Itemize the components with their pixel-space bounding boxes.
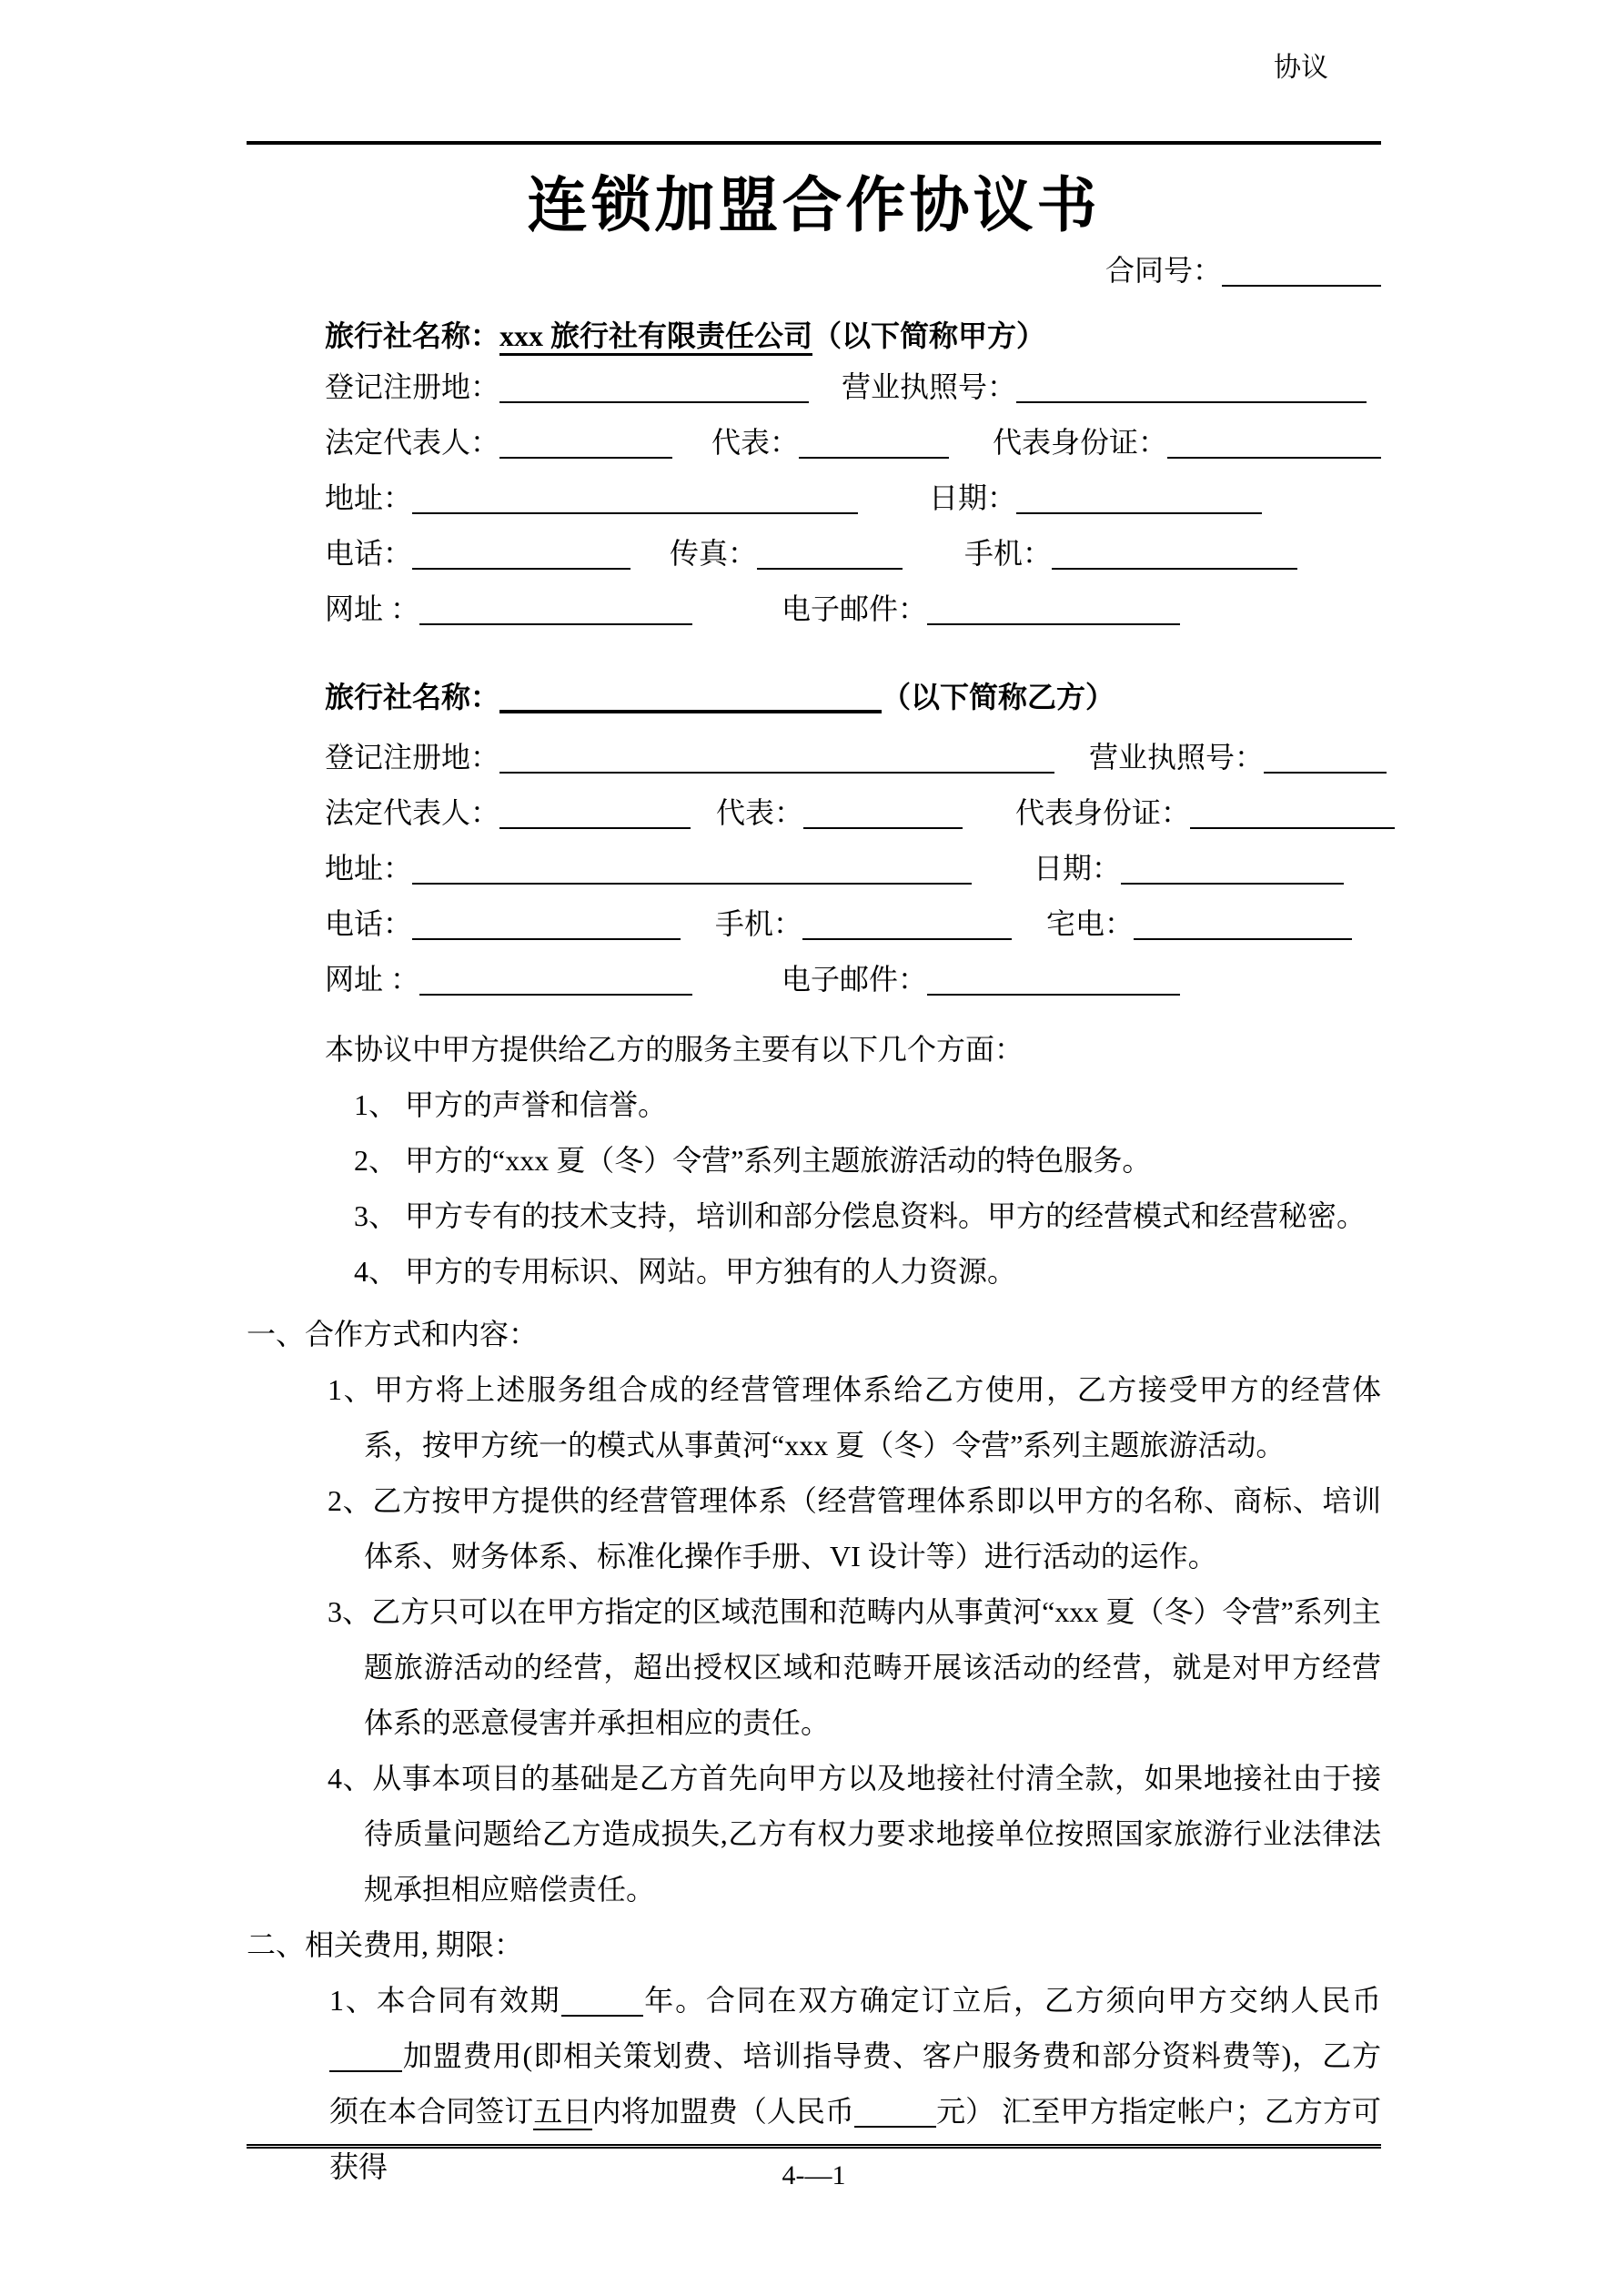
party-a-row-website	[325, 582, 1381, 637]
fee-text-1: 1、本合同有效期	[329, 1984, 561, 2017]
section-1	[247, 1307, 1381, 1917]
section-1-item-2: 2、乙方按甲方提供的经营管理体系（经营管理体系即以甲方的名称、商标、培训体系、财务体系、标准化操作手册、VI 设计等）进行活动的运作。	[328, 1484, 1381, 1573]
label-home-phone: 宅电：	[1046, 907, 1135, 940]
blank-rmb-amount	[854, 2126, 936, 2128]
party-b-row-representative	[325, 785, 1381, 841]
blank-license-no	[1264, 772, 1387, 774]
section-1-heading: 一、合作方式和内容：	[247, 1318, 539, 1350]
blank-website	[419, 994, 692, 996]
blank-home-phone	[1134, 938, 1352, 940]
label-email: 电子邮件：	[782, 592, 928, 625]
label-address: 地址：	[325, 852, 413, 885]
label-fax: 传真：	[670, 537, 758, 570]
label-rep: 代表：	[716, 796, 804, 829]
blank-reg-place	[499, 401, 809, 403]
blank-email	[927, 994, 1180, 996]
party-b-name-note: （以下简称乙方）	[882, 681, 1115, 713]
label-website: 网址 ：	[325, 963, 420, 996]
blank-date	[1121, 883, 1344, 885]
label-website: 网址 ：	[325, 592, 420, 625]
blank-email	[927, 623, 1180, 625]
label-date: 日期：	[929, 481, 1017, 514]
party-a-row-registration	[325, 359, 1381, 415]
blank-address	[412, 883, 972, 885]
blank-phone	[412, 938, 681, 940]
party-a-row-address	[325, 470, 1381, 526]
page-header	[247, 50, 1381, 145]
section-1-item-1: 1、甲方将上述服务组合成的经营管理体系给乙方使用，乙方接受甲方的经营体系，按甲方统一的模式从事黄河“xxx 夏（冬）令营”系列主题旅游活动。	[328, 1373, 1381, 1462]
service-item-2: 2、 甲方的“xxx 夏（冬）令营”系列主题旅游活动的特色服务。	[354, 1144, 1152, 1177]
blank-address	[412, 512, 858, 514]
blank-legal-rep	[499, 457, 672, 459]
label-mobile: 手机：	[964, 537, 1053, 570]
party-b-name-blank	[499, 710, 882, 713]
party-b-rows	[247, 730, 1381, 1007]
party-a-name-label: 旅行社名称：	[325, 319, 500, 352]
label-legal-rep: 法定代表人：	[325, 796, 500, 829]
party-b-row-phone	[325, 896, 1381, 952]
party-b-section	[247, 673, 1381, 1007]
service-item-3: 3、 甲方专有的技术支持，培训和部分偿息资料。甲方的经营模式和经营秘密。	[354, 1199, 1367, 1232]
label-rep: 代表：	[711, 426, 800, 459]
label-license-no: 营业执照号：	[842, 370, 1017, 403]
services-section	[247, 1022, 1381, 1300]
blank-date	[1016, 512, 1262, 514]
party-a-name-line	[325, 312, 1381, 359]
label-rep-id: 代表身份证：	[1015, 796, 1191, 829]
blank-rep-id	[1167, 457, 1381, 459]
blank-rep	[799, 457, 949, 459]
section-2-heading: 二、相关费用, 期限：	[247, 1928, 524, 1961]
fee-text-4: 内将加盟费（人民币	[591, 2095, 855, 2128]
label-phone: 电话：	[325, 537, 413, 570]
services-intro: 本协议中甲方提供给乙方的服务主要有以下几个方面：	[325, 1033, 1024, 1066]
party-b-name-label: 旅行社名称：	[325, 681, 500, 713]
contract-no-line	[247, 250, 1381, 290]
blank-fee-amount	[329, 2070, 402, 2072]
service-item-4: 4、 甲方的专用标识、网站。甲方独有的人力资源。	[354, 1255, 1017, 1288]
label-address: 地址：	[325, 481, 413, 514]
blank-legal-rep	[499, 827, 691, 829]
blank-reg-place	[499, 772, 1054, 774]
page-footer	[247, 2144, 1381, 2198]
contract-no-blank	[1222, 285, 1381, 287]
label-rep-id: 代表身份证：	[993, 426, 1168, 459]
blank-term-years	[561, 2015, 643, 2017]
party-b-row-address	[325, 841, 1381, 896]
party-b-name-line	[325, 673, 1381, 721]
party-a-row-phone	[325, 526, 1381, 582]
party-a-name-value: xxx 旅行社有限责任公司	[499, 319, 812, 356]
party-b-row-website	[325, 952, 1381, 1007]
blank-mobile	[1052, 568, 1297, 570]
party-b-row-registration	[325, 730, 1381, 785]
blank-rep	[803, 827, 963, 829]
service-item-1: 1、 甲方的声誉和信誉。	[354, 1088, 668, 1121]
header-doc-tag: 协议	[1274, 53, 1328, 83]
label-email: 电子邮件：	[782, 963, 928, 996]
blank-license-no	[1016, 401, 1367, 403]
fee-text-3: 加盟费用(即相关策划费、培训指导费、客户服务费和部分资料费等)，乙方须在本合同签订	[329, 2039, 1381, 2128]
contract-no-label: 合同号：	[1105, 254, 1222, 287]
party-a-row-representative	[325, 415, 1381, 470]
blank-mobile	[802, 938, 1012, 940]
page-number: 4-—1	[782, 2160, 846, 2190]
party-a-name-note: （以下简称甲方）	[812, 319, 1046, 352]
page-title: 连锁加盟合作协议书	[527, 173, 1101, 239]
label-license-no: 营业执照号：	[1089, 741, 1265, 774]
fee-text-5: 元） 汇至甲方指定帐户；乙方方可获得	[329, 2095, 1381, 2183]
section-1-item-3: 3、乙方只可以在甲方指定的区域范围和范畴内从事黄河“xxx 夏（冬）令营”系列主题旅游活动的经营，超出授权区域和范畴开展该活动的经营，就是对甲方经营体系的恶意侵害并承担相应的责任。	[328, 1595, 1381, 1739]
party-a-section	[247, 312, 1381, 637]
label-reg-place: 登记注册地：	[325, 741, 500, 774]
blank-rep-id	[1190, 827, 1395, 829]
label-legal-rep: 法定代表人：	[325, 426, 500, 459]
blank-website	[419, 623, 692, 625]
blank-phone	[412, 568, 630, 570]
blank-fax	[757, 568, 903, 570]
fee-underlined-five-days: 五日	[533, 2095, 591, 2130]
label-phone: 电话：	[325, 907, 413, 940]
label-reg-place: 登记注册地：	[325, 370, 500, 403]
fee-text-2: 年。合同在双方确定订立后，乙方须向甲方交纳人民币	[642, 1984, 1381, 2017]
label-mobile: 手机：	[715, 907, 803, 940]
label-date: 日期：	[1034, 852, 1122, 885]
section-1-item-4: 4、从事本项目的基础是乙方首先向甲方以及地接社付清全款，如果地接社由于接待质量问题给乙方造成损失,乙方有权力要求地接单位按照国家旅游行业法律法规承担相应赔偿责任。	[328, 1762, 1381, 1906]
